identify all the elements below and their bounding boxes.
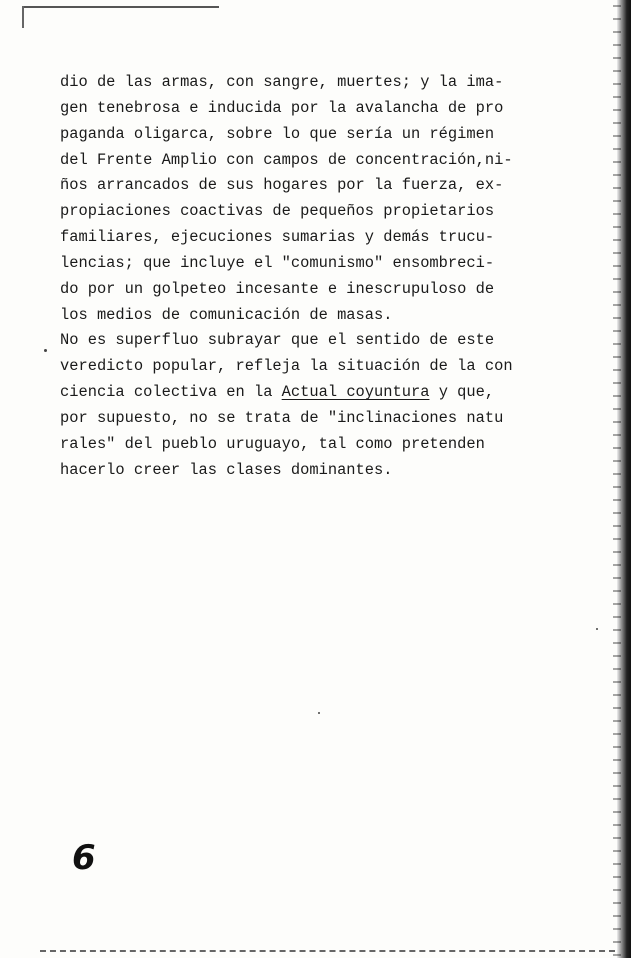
text-line: familiares, ejecuciones sumarias y demás trucu- (60, 228, 495, 247)
text-line: los medios de comunicación de masas. (60, 305, 393, 324)
text-line: dio de las armas, con sangre, muertes; y la ima- (60, 73, 504, 91)
text-line: del Frente Amplio con campos de concentración,ni- (60, 150, 513, 169)
top-border-line (24, 6, 219, 8)
text-line: lencias; que incluye el "comunismo" ensombreci- (60, 253, 495, 272)
text-line: No es superfluo subrayar que el sentido de este (60, 331, 495, 350)
page-number: 6 (72, 838, 96, 878)
text-line-with-underline (60, 380, 605, 406)
text-line: paganda oligarca, sobre lo que sería un régimen (60, 124, 495, 143)
text-line: do por un golpeteo incesante e inescrupuloso de (60, 279, 495, 298)
scan-speck (318, 712, 320, 714)
text-line: veredicto popular, refleja la situación de la con (60, 357, 513, 376)
scanned-page-edge-speckle (613, 0, 621, 958)
body-text (60, 70, 605, 484)
text-line: hacerlo creer las clases dominantes. (60, 460, 393, 479)
text-segment: y que, (429, 383, 495, 402)
scan-speck (596, 628, 598, 630)
text-line: por supuesto, no se trata de "inclinaciones natu (60, 408, 504, 427)
bottom-border-line (40, 950, 615, 952)
text-line: rales" del pueblo uruguayo, tal como pretenden (60, 434, 485, 453)
text-segment: ciencia colectiva en la (60, 383, 282, 402)
scan-speck (44, 349, 47, 352)
underlined-phrase: Actual coyuntura (281, 383, 430, 402)
text-line: propiaciones coactivas de pequeños propietarios (60, 202, 495, 221)
text-line: gen tenebrosa e inducida por la avalancha de pro (60, 98, 504, 117)
text-line: ños arrancados de sus hogares por la fuerza, ex- (60, 176, 504, 195)
left-border-line (22, 6, 24, 28)
